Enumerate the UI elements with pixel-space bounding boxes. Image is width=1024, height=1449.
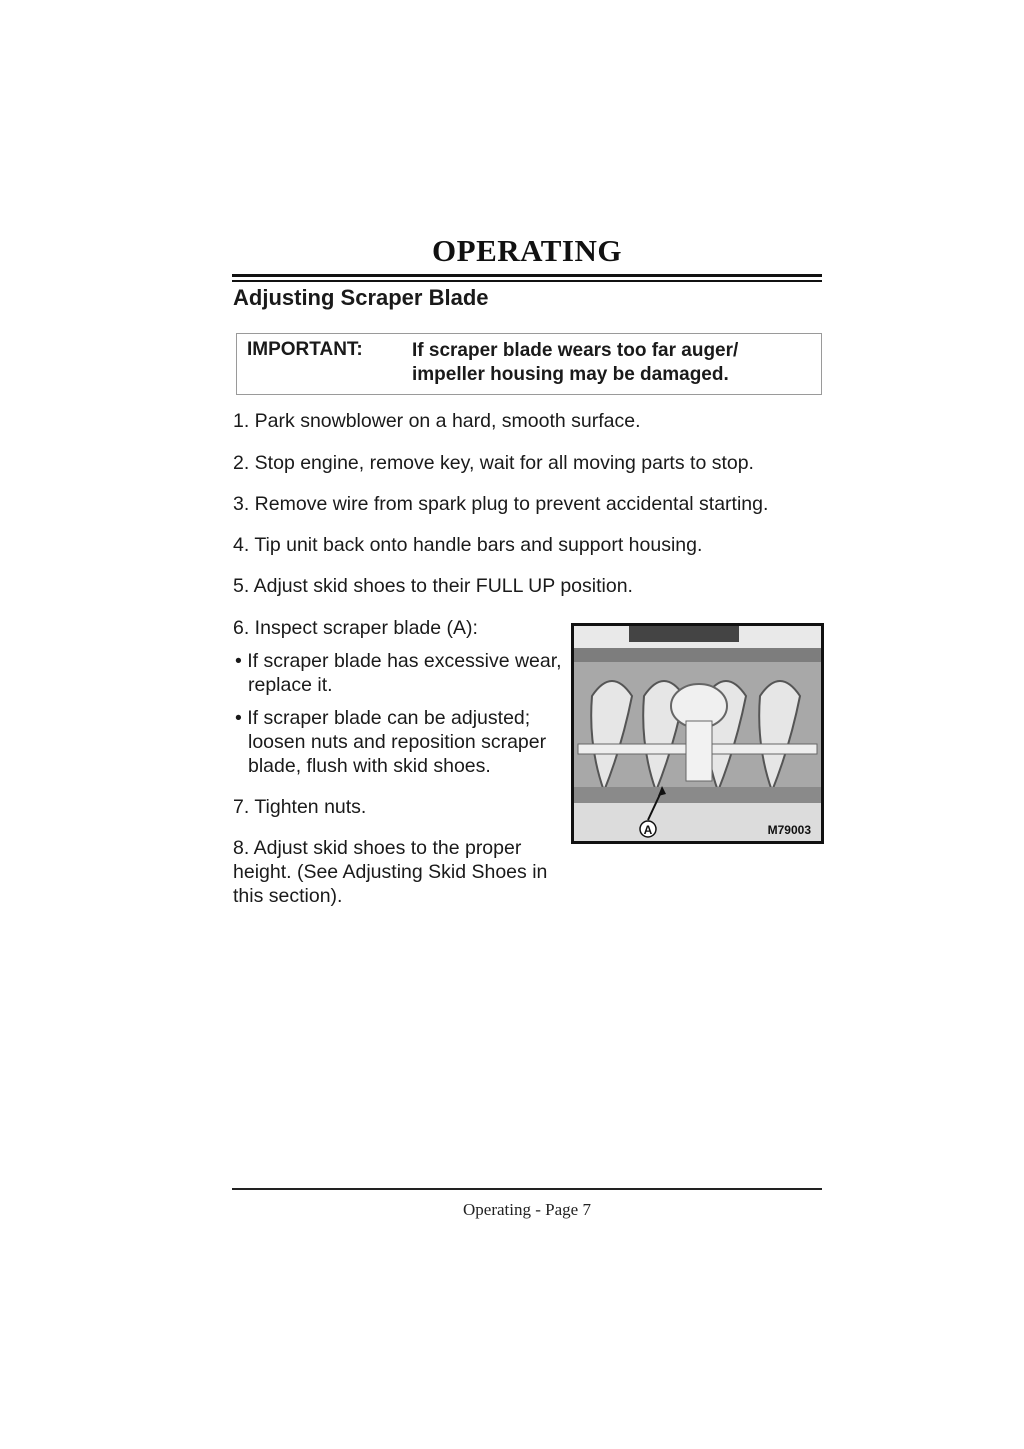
- page-title: OPERATING: [432, 233, 622, 268]
- section-heading: Adjusting Scraper Blade: [233, 285, 489, 310]
- step-5: 5. Adjust skid shoes to their FULL UP position.: [233, 575, 633, 597]
- step-7: 7. Tighten nuts.: [233, 796, 367, 818]
- step-1: 1. Park snowblower on a hard, smooth surface.: [233, 410, 641, 432]
- bullet-adjust-blade: • If scraper blade can be adjusted; loosen nuts and reposition scraper blade, flush with skid shoes.: [235, 707, 547, 777]
- auger-illustration: [574, 626, 821, 841]
- important-notice-box: [236, 333, 822, 395]
- scraper-blade-photo: [571, 623, 824, 844]
- title-rule-top: [232, 274, 822, 277]
- step-2: 2. Stop engine, remove key, wait for all moving parts to stop.: [233, 452, 754, 474]
- page-footer: Operating - Page 7: [463, 1200, 591, 1219]
- bullet-replace-blade: • If scraper blade has excessive wear, replace it.: [235, 650, 562, 696]
- step-6: 6. Inspect scraper blade (A):: [233, 617, 478, 639]
- step-4: 4. Tip unit back onto handle bars and support housing.: [233, 534, 703, 556]
- important-label: IMPORTANT:: [247, 339, 363, 360]
- figure-code: M79003: [767, 823, 811, 837]
- title-rule-bottom: [232, 280, 822, 282]
- step-8: 8. Adjust skid shoes to the proper height. (See Adjusting Skid Shoes in this section).: [233, 837, 548, 907]
- step-3: 3. Remove wire from spark plug to prevent accidental starting.: [233, 493, 769, 515]
- footer-rule: [232, 1188, 822, 1190]
- important-text: If scraper blade wears too far auger/ impeller housing may be damaged.: [412, 340, 739, 385]
- callout-label: A: [643, 823, 653, 837]
